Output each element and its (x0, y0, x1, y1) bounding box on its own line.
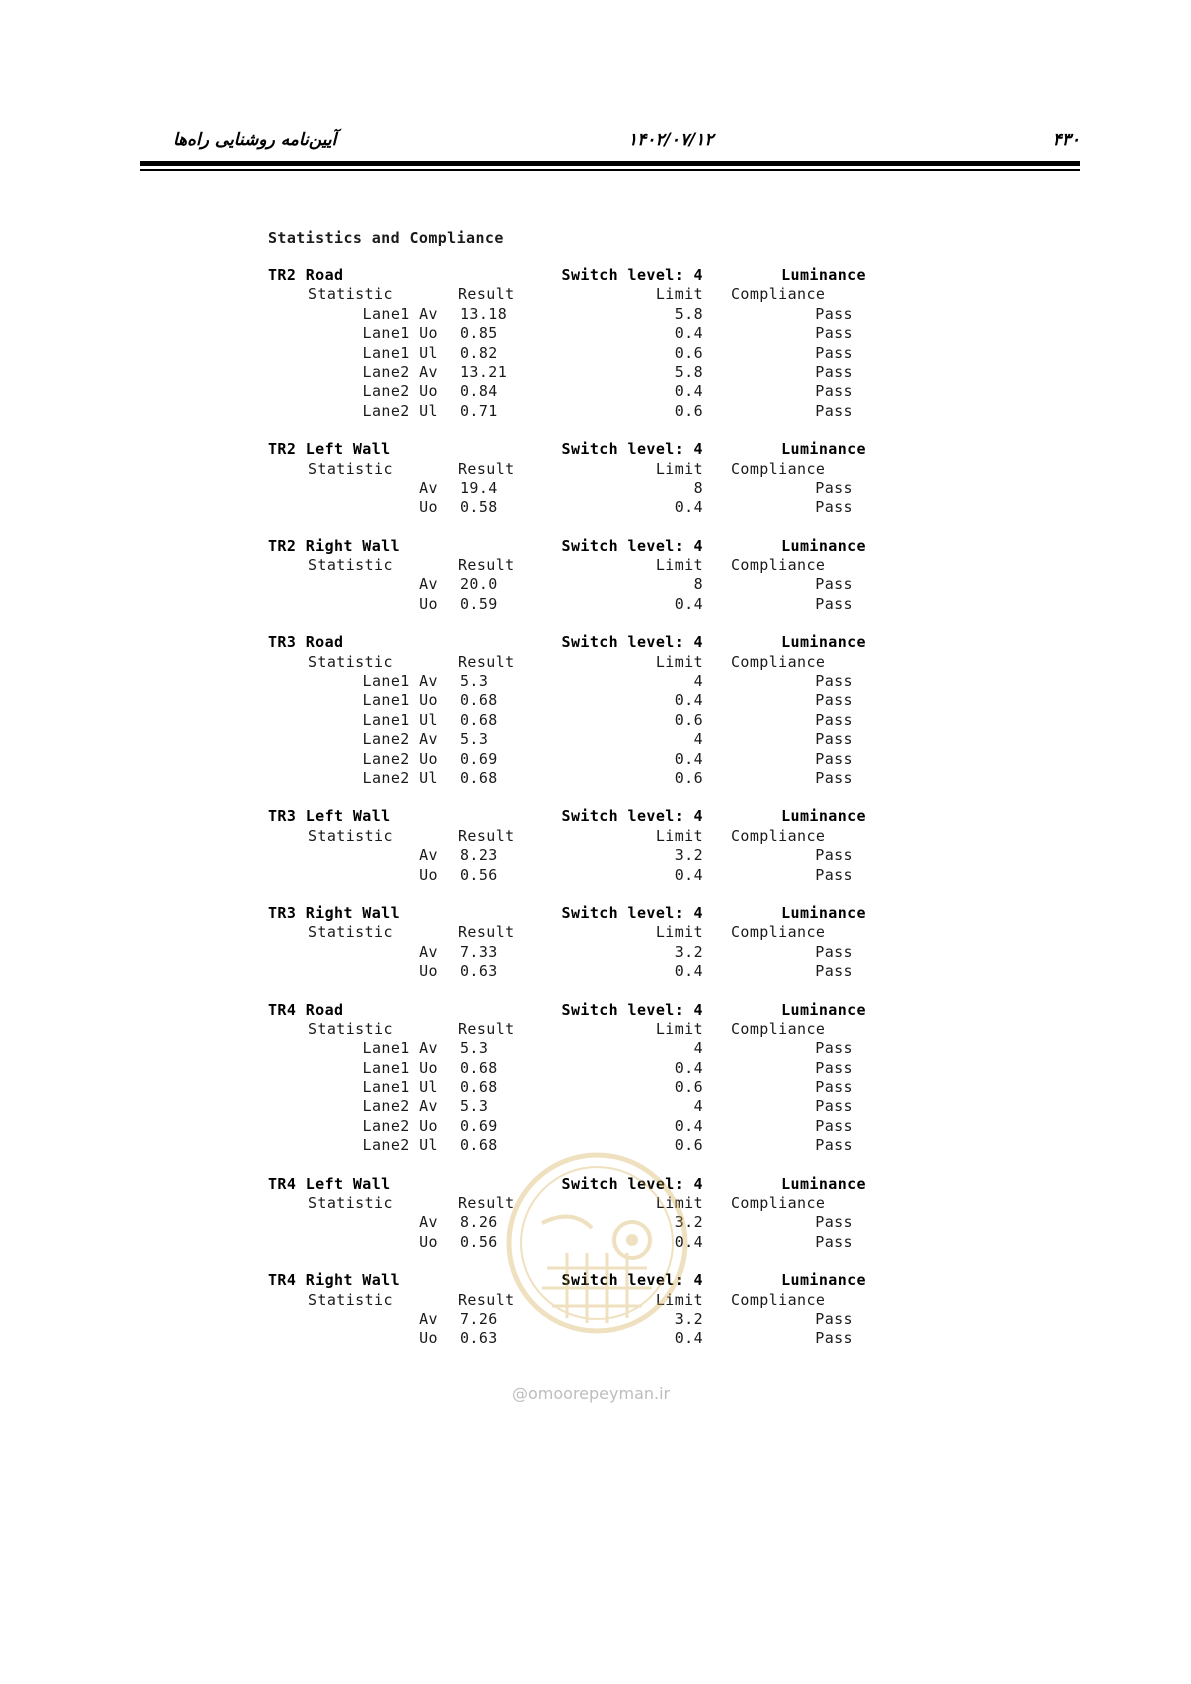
result-cell: 5.3 (460, 1039, 489, 1058)
result-cell: 5.3 (460, 672, 489, 691)
statistic-cell: Uo (419, 1329, 438, 1348)
statistic-cell: Lane2 Av (362, 362, 438, 381)
statistic-cell: Av (419, 1309, 438, 1328)
section-header (268, 266, 948, 285)
statistic-cell: Uo (419, 498, 438, 517)
header-rule-thick (140, 161, 1080, 166)
page-header (140, 126, 1080, 156)
section-name: TR3 Road (268, 633, 344, 652)
statistic-cell: Lane2 Ul (362, 1136, 438, 1155)
statistic-cell: Av (419, 846, 438, 865)
table-row (268, 498, 948, 517)
compliance-cell: Pass (815, 942, 853, 961)
switch-level: Switch level: 4 (561, 266, 703, 284)
limit-cell: 0.4 (674, 865, 703, 884)
result-header: Result (458, 459, 515, 478)
limit-header: Limit (655, 556, 703, 575)
compliance-header: Compliance (731, 1290, 826, 1309)
table-row (268, 672, 948, 691)
table-row (268, 1097, 948, 1116)
compliance-cell: Pass (815, 1329, 853, 1348)
table-row (268, 402, 948, 421)
watermark-url: @omoorepeyman.ir (512, 1384, 671, 1403)
limit-cell: 0.4 (674, 324, 703, 343)
limit-header: Limit (655, 1194, 703, 1213)
column-header-row (268, 923, 948, 942)
section-header (268, 633, 948, 652)
compliance-cell: Pass (815, 343, 853, 362)
limit-cell: 0.6 (674, 710, 703, 729)
compliance-cell: Pass (815, 1058, 853, 1077)
result-cell: 8.26 (460, 1213, 498, 1232)
limit-cell: 3.2 (674, 846, 703, 865)
compliance-header: Compliance (731, 826, 826, 845)
limit-cell: 5.8 (674, 304, 703, 323)
limit-header: Limit (655, 826, 703, 845)
table-row (268, 575, 948, 594)
limit-cell: 0.4 (674, 962, 703, 981)
result-header: Result (458, 1019, 515, 1038)
compliance-header: Compliance (731, 1019, 826, 1038)
compliance-cell: Pass (815, 1039, 853, 1058)
result-cell: 0.63 (460, 962, 498, 981)
compliance-header: Compliance (731, 1194, 826, 1213)
compliance-cell: Pass (815, 962, 853, 981)
statistic-header: Statistic (308, 1290, 393, 1309)
limit-cell: 4 (693, 730, 703, 749)
compliance-cell: Pass (815, 401, 853, 420)
statistic-cell: Lane1 Ul (362, 1078, 438, 1097)
result-cell: 0.69 (460, 1116, 498, 1135)
statistic-header: Statistic (308, 923, 393, 942)
statistic-cell: Lane2 Av (362, 730, 438, 749)
limit-cell: 0.4 (674, 1058, 703, 1077)
compliance-cell: Pass (815, 1136, 853, 1155)
statistic-cell: Lane1 Av (362, 1039, 438, 1058)
limit-cell: 0.4 (674, 1232, 703, 1251)
report-section (268, 904, 948, 982)
compliance-cell: Pass (815, 710, 853, 729)
table-row (268, 363, 948, 382)
limit-header: Limit (655, 459, 703, 478)
table-row (268, 750, 948, 769)
compliance-cell: Pass (815, 749, 853, 768)
measurement-mode: Luminance (781, 903, 866, 922)
switch-level: Switch level: 4 (561, 536, 703, 555)
limit-cell: 0.4 (674, 1329, 703, 1348)
result-cell: 0.68 (460, 710, 498, 729)
column-header-row (268, 1020, 948, 1039)
compliance-cell: Pass (815, 1116, 853, 1135)
limit-cell: 0.4 (674, 498, 703, 517)
table-row (268, 382, 948, 401)
measurement-mode: Luminance (781, 440, 866, 459)
compliance-cell: Pass (815, 324, 853, 343)
statistic-cell: Lane1 Ul (362, 343, 438, 362)
result-cell: 0.56 (460, 865, 498, 884)
limit-cell: 0.4 (674, 691, 703, 710)
compliance-cell: Pass (815, 1078, 853, 1097)
header-rule-thin (140, 169, 1080, 171)
section-header (268, 904, 948, 923)
result-header: Result (458, 556, 515, 575)
result-cell: 0.59 (460, 594, 498, 613)
table-row (268, 1059, 948, 1078)
statistic-header: Statistic (308, 556, 393, 575)
result-cell: 0.84 (460, 382, 498, 401)
statistic-cell: Lane1 Uo (362, 691, 438, 710)
result-cell: 0.71 (460, 401, 498, 420)
compliance-cell: Pass (815, 575, 853, 594)
measurement-mode: Luminance (781, 266, 866, 284)
statistic-cell: Lane2 Ul (362, 401, 438, 420)
limit-header: Limit (655, 1290, 703, 1309)
column-header-row (268, 285, 948, 304)
switch-level: Switch level: 4 (561, 903, 703, 922)
section-name: TR3 Left Wall (268, 807, 391, 826)
limit-header: Limit (655, 652, 703, 671)
switch-level: Switch level: 4 (561, 1271, 703, 1290)
compliance-cell: Pass (815, 1232, 853, 1251)
limit-header: Limit (655, 923, 703, 942)
limit-cell: 4 (693, 1097, 703, 1116)
limit-cell: 3.2 (674, 1213, 703, 1232)
compliance-cell: Pass (815, 1309, 853, 1328)
statistic-cell: Lane2 Uo (362, 749, 438, 768)
report-section (268, 537, 948, 615)
limit-cell: 0.6 (674, 343, 703, 362)
table-row (268, 1078, 948, 1097)
compliance-cell: Pass (815, 730, 853, 749)
compliance-header: Compliance (731, 923, 826, 942)
result-cell: 0.68 (460, 691, 498, 710)
section-name: TR2 Road (268, 266, 344, 284)
statistic-cell: Av (419, 1213, 438, 1232)
section-name: TR4 Road (268, 1000, 344, 1019)
statistic-header: Statistic (308, 285, 393, 304)
section-name: TR4 Left Wall (268, 1174, 391, 1193)
table-row (268, 595, 948, 614)
compliance-cell: Pass (815, 846, 853, 865)
table-row (268, 479, 948, 498)
limit-cell: 0.4 (674, 382, 703, 401)
measurement-mode: Luminance (781, 633, 866, 652)
compliance-header: Compliance (731, 285, 826, 304)
statistic-cell: Uo (419, 962, 438, 981)
statistic-cell: Lane2 Ul (362, 768, 438, 787)
statistic-cell: Lane2 Av (362, 1097, 438, 1116)
switch-level: Switch level: 4 (561, 440, 703, 459)
compliance-cell: Pass (815, 691, 853, 710)
result-cell: 5.3 (460, 730, 489, 749)
switch-level: Switch level: 4 (561, 807, 703, 826)
section-name: TR2 Right Wall (268, 536, 401, 555)
measurement-mode: Luminance (781, 807, 866, 826)
limit-cell: 0.6 (674, 1136, 703, 1155)
report-section (268, 807, 948, 885)
compliance-cell: Pass (815, 865, 853, 884)
result-cell: 8.23 (460, 846, 498, 865)
result-cell: 0.68 (460, 1136, 498, 1155)
statistic-cell: Av (419, 942, 438, 961)
measurement-mode: Luminance (781, 536, 866, 555)
report-title: Statistics and Compliance (268, 229, 504, 247)
table-row (268, 846, 948, 865)
result-cell: 0.68 (460, 1058, 498, 1077)
section-header (268, 807, 948, 826)
table-row (268, 866, 948, 885)
section-name: TR3 Right Wall (268, 903, 401, 922)
limit-cell: 8 (693, 478, 703, 497)
statistic-cell: Uo (419, 1232, 438, 1251)
statistic-cell: Lane1 Uo (362, 1058, 438, 1077)
switch-level: Switch level: 4 (561, 633, 703, 652)
result-cell: 13.18 (460, 304, 508, 323)
report-section (268, 266, 948, 421)
result-cell: 0.85 (460, 324, 498, 343)
table-row (268, 324, 948, 343)
compliance-cell: Pass (815, 304, 853, 323)
table-row (268, 691, 948, 710)
section-header (268, 1001, 948, 1020)
table-row (268, 711, 948, 730)
result-cell: 7.33 (460, 942, 498, 961)
section-name: TR4 Right Wall (268, 1271, 401, 1290)
limit-cell: 4 (693, 1039, 703, 1058)
table-row (268, 1117, 948, 1136)
column-header-row (268, 827, 948, 846)
result-cell: 0.68 (460, 1078, 498, 1097)
table-row (268, 305, 948, 324)
compliance-cell: Pass (815, 768, 853, 787)
section-header (268, 440, 948, 459)
statistic-cell: Lane2 Uo (362, 1116, 438, 1135)
report-section (268, 633, 948, 788)
result-header: Result (458, 923, 515, 942)
result-cell: 0.82 (460, 343, 498, 362)
table-row (268, 943, 948, 962)
compliance-header: Compliance (731, 652, 826, 671)
table-row (268, 962, 948, 981)
compliance-cell: Pass (815, 1213, 853, 1232)
statistic-cell: Uo (419, 594, 438, 613)
result-header: Result (458, 652, 515, 671)
result-cell: 0.69 (460, 749, 498, 768)
limit-header: Limit (655, 285, 703, 304)
limit-cell: 0.4 (674, 594, 703, 613)
statistic-cell: Lane2 Uo (362, 382, 438, 401)
result-header: Result (458, 1290, 515, 1309)
compliance-cell: Pass (815, 1097, 853, 1116)
compliance-cell: Pass (815, 498, 853, 517)
header-title: آیین‌نامه روشنایی راه‌ها (173, 130, 337, 150)
result-header: Result (458, 1194, 515, 1213)
result-cell: 20.0 (460, 575, 498, 594)
table-row (268, 1039, 948, 1058)
result-cell: 19.4 (460, 478, 498, 497)
limit-cell: 0.6 (674, 401, 703, 420)
statistic-header: Statistic (308, 459, 393, 478)
statistic-cell: Lane1 Av (362, 672, 438, 691)
section-name: TR2 Left Wall (268, 440, 391, 459)
result-cell: 0.63 (460, 1329, 498, 1348)
compliance-header: Compliance (731, 556, 826, 575)
measurement-mode: Luminance (781, 1271, 866, 1290)
statistic-cell: Av (419, 478, 438, 497)
measurement-mode: Luminance (781, 1174, 866, 1193)
report-section (268, 440, 948, 518)
limit-header: Limit (655, 1019, 703, 1038)
result-header: Result (458, 285, 515, 304)
statistic-header: Statistic (308, 826, 393, 845)
result-cell: 0.56 (460, 1232, 498, 1251)
statistic-cell: Lane1 Uo (362, 324, 438, 343)
limit-cell: 5.8 (674, 362, 703, 381)
column-header-row (268, 653, 948, 672)
header-date: ۱۴۰۲/۰۷/۱۲ (628, 130, 714, 150)
table-row (268, 344, 948, 363)
statistic-header: Statistic (308, 1194, 393, 1213)
header-page-number: ۴۳۰ (1052, 130, 1080, 150)
result-cell: 13.21 (460, 362, 508, 381)
section-header (268, 537, 948, 556)
statistic-header: Statistic (308, 652, 393, 671)
compliance-cell: Pass (815, 594, 853, 613)
limit-cell: 0.4 (674, 1116, 703, 1135)
compliance-header: Compliance (731, 459, 826, 478)
compliance-cell: Pass (815, 672, 853, 691)
switch-level: Switch level: 4 (561, 1000, 703, 1019)
limit-cell: 3.2 (674, 942, 703, 961)
measurement-mode: Luminance (781, 1000, 866, 1019)
limit-cell: 0.6 (674, 768, 703, 787)
statistic-cell: Av (419, 575, 438, 594)
switch-level: Switch level: 4 (561, 1174, 703, 1193)
result-header: Result (458, 826, 515, 845)
result-cell: 7.26 (460, 1309, 498, 1328)
limit-cell: 4 (693, 672, 703, 691)
compliance-cell: Pass (815, 478, 853, 497)
compliance-cell: Pass (815, 382, 853, 401)
statistic-cell: Lane1 Av (362, 304, 438, 323)
table-row (268, 730, 948, 749)
compliance-cell: Pass (815, 362, 853, 381)
limit-cell: 0.6 (674, 1078, 703, 1097)
statistic-cell: Lane1 Ul (362, 710, 438, 729)
limit-cell: 8 (693, 575, 703, 594)
watermark-logo-icon (502, 1148, 692, 1338)
column-header-row (268, 460, 948, 479)
limit-cell: 3.2 (674, 1309, 703, 1328)
result-cell: 5.3 (460, 1097, 489, 1116)
column-header-row (268, 556, 948, 575)
statistic-header: Statistic (308, 1019, 393, 1038)
result-cell: 0.58 (460, 498, 498, 517)
statistic-cell: Uo (419, 865, 438, 884)
report-section (268, 1001, 948, 1156)
limit-cell: 0.4 (674, 749, 703, 768)
result-cell: 0.68 (460, 768, 498, 787)
table-row (268, 769, 948, 788)
